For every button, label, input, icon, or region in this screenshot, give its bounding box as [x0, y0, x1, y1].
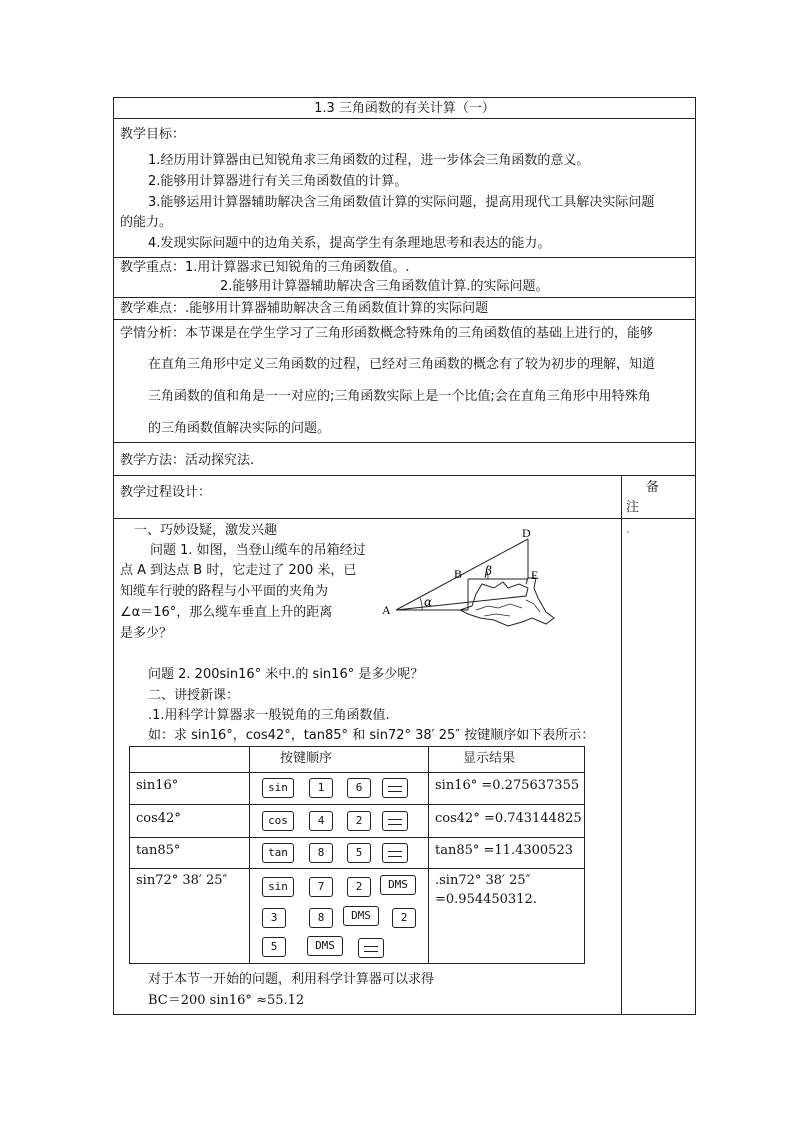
table-expr: sin16° [136, 778, 179, 793]
column-header: 显示结果 [463, 751, 516, 766]
row-divider [114, 257, 695, 258]
notes-column-divider [621, 475, 622, 1014]
angle-label-alpha: α [424, 595, 433, 609]
key-7: 7 [309, 877, 333, 897]
table-expr: sin72° 38′ 25″ [136, 873, 228, 888]
problem-line: 问题 1. 如图，当登山缆车的吊箱经过 [150, 543, 366, 558]
objective-item: 2.能够用计算器进行有关三角函数值的计算。 [148, 174, 408, 189]
table-result: =0.954450312. [435, 892, 537, 907]
table-expr: cos42° [136, 811, 181, 826]
table-result: tan85° =11.4300523 [435, 843, 573, 858]
key-sin: sin [262, 877, 294, 897]
table-row-divider [130, 868, 584, 869]
section-heading: 二、讲授新课： [148, 688, 240, 703]
angle-label-beta: β [485, 564, 492, 578]
problem-line: 是多少？ [120, 626, 173, 641]
key-cos: cos [262, 811, 294, 831]
bc-result: BC＝200 sin16° ≈55.12 [148, 993, 305, 1008]
objectives-heading: 教学目标： [120, 127, 186, 142]
problem-line: 问题 2. 200sin16° 米中.的 sin16° 是多少呢？ [148, 667, 424, 682]
key-1: 1 [309, 778, 333, 798]
problem-line: 点 A 到达点 B 时，它走过了 200 米，已 [120, 563, 357, 578]
analysis-line: 的三角函数值解决实际的问题。 [148, 421, 331, 436]
point-label-d: D [522, 526, 531, 540]
point-label-a: A [382, 603, 391, 617]
page-title: 1.3 三角函数的有关计算（一） [314, 101, 495, 116]
point-label-e: E [531, 568, 539, 582]
table-col-divider [249, 747, 250, 963]
objective-item: 的能力。 [120, 215, 173, 230]
problem-line: ∠α＝16°，那么缆车垂直上升的距离 [120, 605, 333, 620]
row-divider [114, 475, 695, 476]
table-result: .sin72° 38′ 25″ [435, 873, 531, 888]
example-line: 如：求 sin16°，cos42°，tan85° 和 sin72° 38′ 25″ 按键顺序如下表所示： [148, 728, 595, 743]
row-divider [114, 319, 695, 320]
key-8: 8 [309, 908, 333, 928]
key-2: 2 [392, 908, 416, 928]
key-dms: DMS [343, 906, 379, 926]
key-points-line: 2.能够用计算器辅助解决含三角函数值计算.的实际问题。 [220, 279, 549, 294]
method-line: 教学方法：活动探究法. [120, 453, 255, 468]
notes-heading: 注 [626, 500, 640, 515]
problem-line: 知缆车行驶的路程与小平面的夹角为 [120, 584, 329, 599]
conclusion-line: 对于本节一开始的问题，利用科学计算器可以求得 [148, 972, 435, 987]
key-equals [382, 778, 408, 798]
section-heading: 一、巧妙设疑，激发兴趣 [134, 523, 278, 538]
table-result: sin16° =0.275637355 [435, 778, 580, 793]
key-3: 3 [262, 908, 286, 928]
key-points-line: 教学重点：1.用计算器求已知锐角的三角函数值。. [120, 260, 410, 275]
key-5: 5 [347, 843, 371, 863]
key-equals [382, 811, 408, 831]
alpha-arc [420, 598, 422, 610]
table-row-divider [130, 837, 584, 838]
row-divider [114, 297, 695, 298]
row-divider [114, 518, 695, 519]
subsection-heading: .1.用科学计算器求一般锐角的三角函数值. [148, 708, 390, 723]
key-dms: DMS [380, 875, 416, 895]
key-sin: sin [262, 778, 294, 798]
analysis-line: 学情分析：本节课是在学生学习了三角形函数概念特殊角的三角函数值的基础上进行的，能够 [120, 326, 654, 341]
point-label-b: B [454, 567, 463, 581]
key-4: 4 [309, 811, 333, 831]
table-col-divider [428, 747, 429, 963]
objective-item: 1.经历用计算器由已知锐角求三角函数的过程，进一步体会三角函数的意义。 [148, 153, 590, 168]
calculator-key-table [129, 746, 585, 964]
cable-car-figure [376, 526, 556, 630]
table-row-divider [130, 804, 584, 805]
column-header: 按键顺序 [280, 751, 333, 766]
process-heading: 教学过程设计： [120, 485, 212, 500]
key-8: 8 [309, 843, 333, 863]
objective-item: 3.能够运用计算器辅助解决含三角函数值计算的实际问题，提高用现代工具解决实际问题 [148, 195, 655, 210]
row-divider [114, 118, 695, 119]
key-2: 2 [347, 811, 371, 831]
key-6: 6 [347, 778, 371, 798]
analysis-line: 三角函数的值和角是一一对应的;三角函数实际上是一个比值;会在直角三角形中用特殊角 [148, 389, 651, 404]
key-5: 5 [262, 937, 286, 957]
table-expr: tan85° [136, 843, 181, 858]
table-result: cos42° =0.743144825 [435, 811, 582, 826]
table-row-divider [130, 772, 584, 773]
key-equals [358, 938, 384, 958]
key-dms: DMS [307, 936, 343, 956]
notes-mark: . [626, 522, 631, 537]
notes-heading: 备 [646, 480, 660, 495]
analysis-line: 在直角三角形中定义三角函数的过程，已经对三角函数的概念有了较为初步的理解，知道 [148, 357, 656, 372]
key-equals [382, 843, 408, 863]
row-divider [114, 442, 695, 443]
lesson-plan-table [113, 97, 696, 1015]
objective-item: 4.发现实际问题中的边角关系，提高学生有条理地思考和表达的能力。 [148, 236, 551, 251]
key-2: 2 [347, 877, 371, 897]
difficulty-line: 教学难点：.能够用计算器辅助解决含三角函数值计算的实际问题 [120, 301, 489, 316]
key-tan: tan [262, 843, 294, 863]
